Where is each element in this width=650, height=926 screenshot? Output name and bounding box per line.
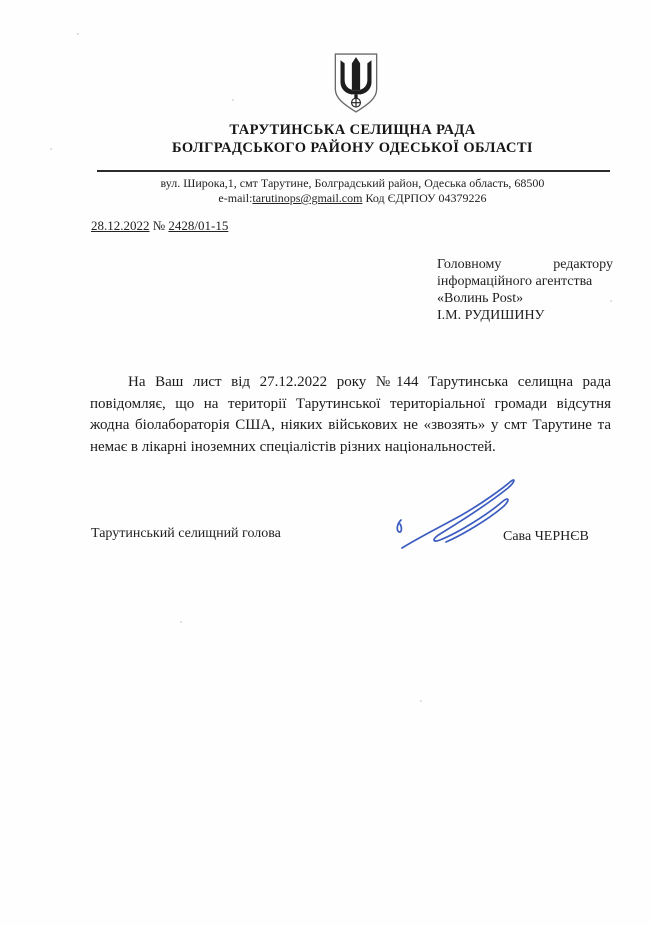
body-line: На Ваш лист від 27.12.2022 року №144 Тарутинська селищна рада [128,374,611,390]
recipient-block [437,256,613,324]
letter-number: 2428/01-15 [168,218,229,233]
signature-hook-stroke [397,520,401,532]
org-name-line1: ТАРУТИНСЬКА СЕЛИЩНА РАДА [229,122,476,138]
scan-speckle [495,380,497,382]
email-and-code-line [90,191,615,206]
scan-speckle [180,621,182,623]
recipient-person: І.М. РУДИШИНУ [437,308,545,323]
reference-line [91,218,228,234]
recipient-role: Головному редактору [437,257,613,272]
scan-speckle [77,33,79,35]
body-line: жодна біолабораторія США, ніяких військових не «звозять» у смт Тарутине та [90,417,611,433]
signature-main-stroke [402,480,514,548]
ukraine-trident-emblem [332,52,380,114]
org-name-line2: БОЛГРАДСЬКОГО РАЙОНУ ОДЕСЬКОЇ ОБЛАСТІ [172,140,533,156]
header-divider-rule [97,170,610,172]
handwritten-signature [388,476,522,554]
number-sign: № [152,218,166,233]
scan-speckle [232,99,234,101]
trident-base-orb [352,98,361,107]
body-line: немає в лікарні іноземних спеціалістів різних національностей. [90,438,496,455]
signer-title: Тарутинський селищний голова [91,526,281,541]
org-header [90,121,615,157]
recipient-agency: інформаційного агентства [437,274,593,289]
scan-speckle [420,700,422,702]
email-label: e-mail: [218,191,253,205]
scan-speckle [610,300,612,302]
trident-glyph [341,57,372,98]
signer-name: Сава ЧЕРНЄВ [503,529,589,544]
postal-address: вул. Широка,1, смт Тарутине, Болградський район, Одеська область, 68500 [160,176,545,190]
body-line: повідомляє, що на території Тарутинської територіальної громади відсутня [90,395,611,412]
email-address: tarutinops@gmail.com [252,191,363,205]
scan-speckle [50,148,52,150]
recipient-agency-name: «Волинь Post» [437,291,524,306]
letter-body [90,372,611,458]
contact-block [90,176,615,206]
letter-date: 28.12.2022 [91,218,150,233]
edrpou-code: Код ЄДРПОУ 04379226 [365,191,487,205]
